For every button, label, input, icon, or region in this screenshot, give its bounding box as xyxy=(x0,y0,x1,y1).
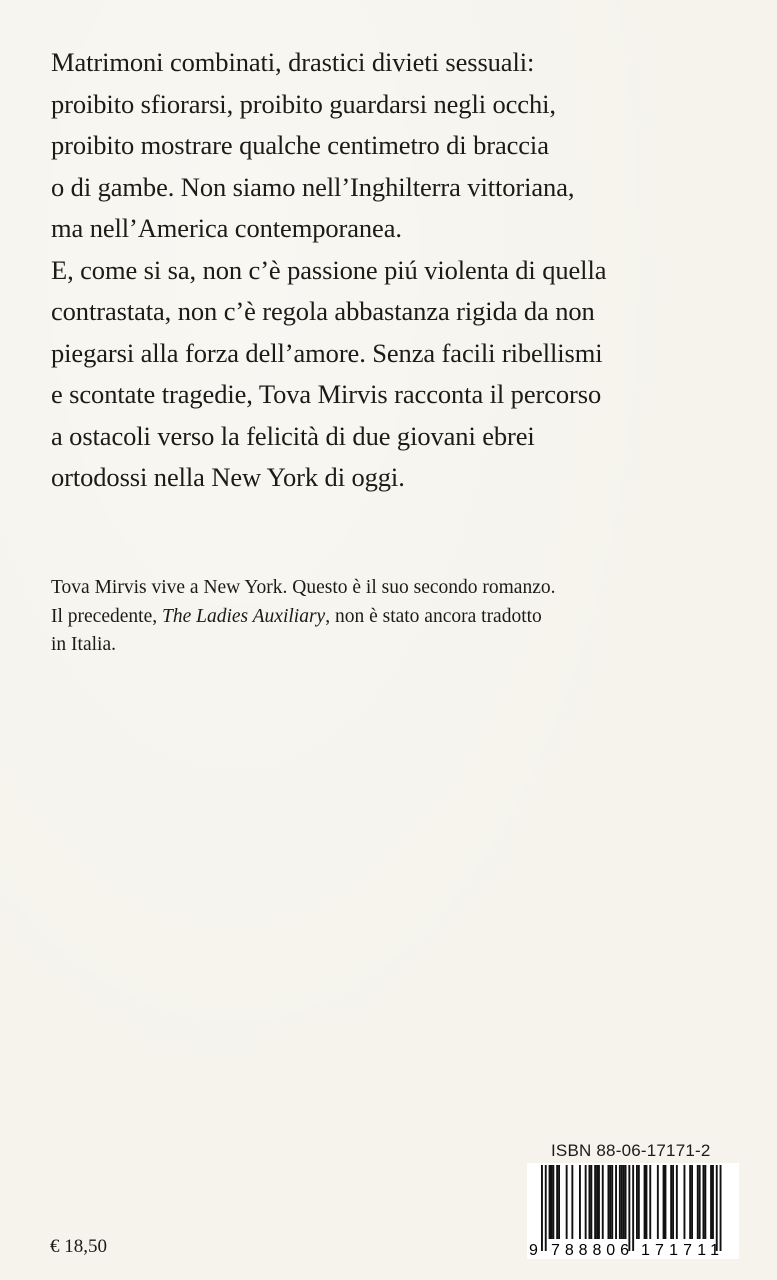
barcode-bar xyxy=(589,1165,591,1239)
barcode-bars xyxy=(541,1165,722,1251)
barcode-bar xyxy=(672,1165,674,1239)
barcode-bar xyxy=(598,1165,600,1239)
barcode-bar xyxy=(609,1165,611,1239)
barcode-bar xyxy=(716,1165,718,1251)
barcode-bar xyxy=(608,1165,610,1239)
barcode-bar xyxy=(551,1165,553,1239)
barcode-bar xyxy=(663,1165,665,1239)
blurb-line: proibito sfiorarsi, proibito guardarsi negli occhi, xyxy=(51,88,556,119)
barcode-bar xyxy=(590,1165,592,1239)
barcode-bar xyxy=(704,1165,706,1239)
barcode-bar xyxy=(691,1165,693,1239)
barcode-bar xyxy=(558,1165,560,1239)
barcode-bar xyxy=(621,1165,623,1239)
blurb-line: E, come si sa, non c’è passione piú violenta di quella xyxy=(51,254,607,285)
blurb-line: e scontate tragedie, Tova Mirvis racconta il percorso xyxy=(51,379,602,409)
barcode-bar xyxy=(636,1165,638,1239)
isbn-label: ISBN 88-06-17171-2 xyxy=(551,1141,711,1160)
barcode-bar xyxy=(623,1165,625,1239)
barcode-right-digits: 171711 xyxy=(641,1242,719,1259)
barcode-bar xyxy=(649,1165,651,1239)
barcode-bar xyxy=(585,1165,587,1239)
blurb-line: ma nell’America contemporanea. xyxy=(51,213,402,243)
barcode-bar xyxy=(545,1165,547,1251)
barcode-bar xyxy=(665,1165,667,1239)
price-label: € 18,50 xyxy=(50,1236,107,1257)
barcode-bar xyxy=(619,1165,621,1239)
barcode-bar xyxy=(638,1165,640,1239)
barcode-graphic xyxy=(527,1163,739,1259)
barcode-bar xyxy=(628,1165,630,1251)
blurb-line: ortodossi nella New York di oggi. xyxy=(51,462,405,492)
blurb-line: a ostacoli verso la felicità di due giovani ebrei xyxy=(51,420,535,451)
barcode-bar xyxy=(579,1165,581,1239)
barcode-bar xyxy=(602,1165,604,1239)
barcode-bar xyxy=(710,1165,712,1239)
barcode-bar xyxy=(697,1165,699,1239)
barcode-bar xyxy=(549,1165,551,1239)
blurb-text xyxy=(51,42,751,499)
barcode-bar xyxy=(644,1165,646,1239)
barcode-bar xyxy=(594,1165,596,1239)
barcode-bar xyxy=(712,1165,714,1239)
barcode-bar xyxy=(703,1165,705,1239)
barcode-bar xyxy=(552,1165,554,1239)
author-note-line xyxy=(51,603,751,632)
barcode-bar xyxy=(646,1165,648,1239)
barcode-bar xyxy=(625,1165,627,1239)
author-note-text: , non è stato ancora tradotto xyxy=(325,605,542,627)
barcode-bar xyxy=(720,1165,722,1251)
author-note-line: Tova Mirvis vive a New York. Questo è il suo secondo romanzo. xyxy=(51,577,556,598)
barcode-bar xyxy=(676,1165,678,1239)
barcode xyxy=(527,1163,739,1259)
barcode-bar xyxy=(611,1165,613,1239)
barcode-bar xyxy=(566,1165,568,1239)
barcode-bar xyxy=(699,1165,701,1239)
barcode-bar xyxy=(632,1165,634,1251)
author-note-line: in Italia. xyxy=(51,634,116,655)
barcode-bar xyxy=(615,1165,617,1239)
author-note xyxy=(51,574,751,660)
barcode-bar xyxy=(541,1165,543,1251)
barcode-bar xyxy=(596,1165,598,1239)
author-note-text: Il precedente, xyxy=(51,605,162,627)
barcode-first-digit: 9 xyxy=(529,1242,538,1259)
barcode-bar xyxy=(571,1165,573,1239)
barcode-bar xyxy=(670,1165,672,1239)
blurb-line: Matrimoni combinati, drastici divieti sessuali: xyxy=(51,47,535,77)
barcode-left-digits: 788806 xyxy=(551,1242,629,1259)
blurb-line: proibito mostrare qualche centimetro di braccia xyxy=(51,130,549,160)
barcode-bar xyxy=(689,1165,691,1239)
blurb-line: contrastata, non c’è regola abbastanza rigida da non xyxy=(51,296,595,326)
barcode-bar xyxy=(556,1165,558,1239)
previous-book-title: The Ladies Auxiliary xyxy=(161,605,326,627)
blurb-line: o di gambe. Non siamo nell’Inghilterra vittoriana, xyxy=(51,171,575,202)
barcode-bar xyxy=(684,1165,686,1239)
blurb-line: piegarsi alla forza dell’amore. Senza facili ribellismi xyxy=(51,337,603,368)
barcode-bar xyxy=(657,1165,659,1239)
blurb-paragraph xyxy=(51,42,751,499)
